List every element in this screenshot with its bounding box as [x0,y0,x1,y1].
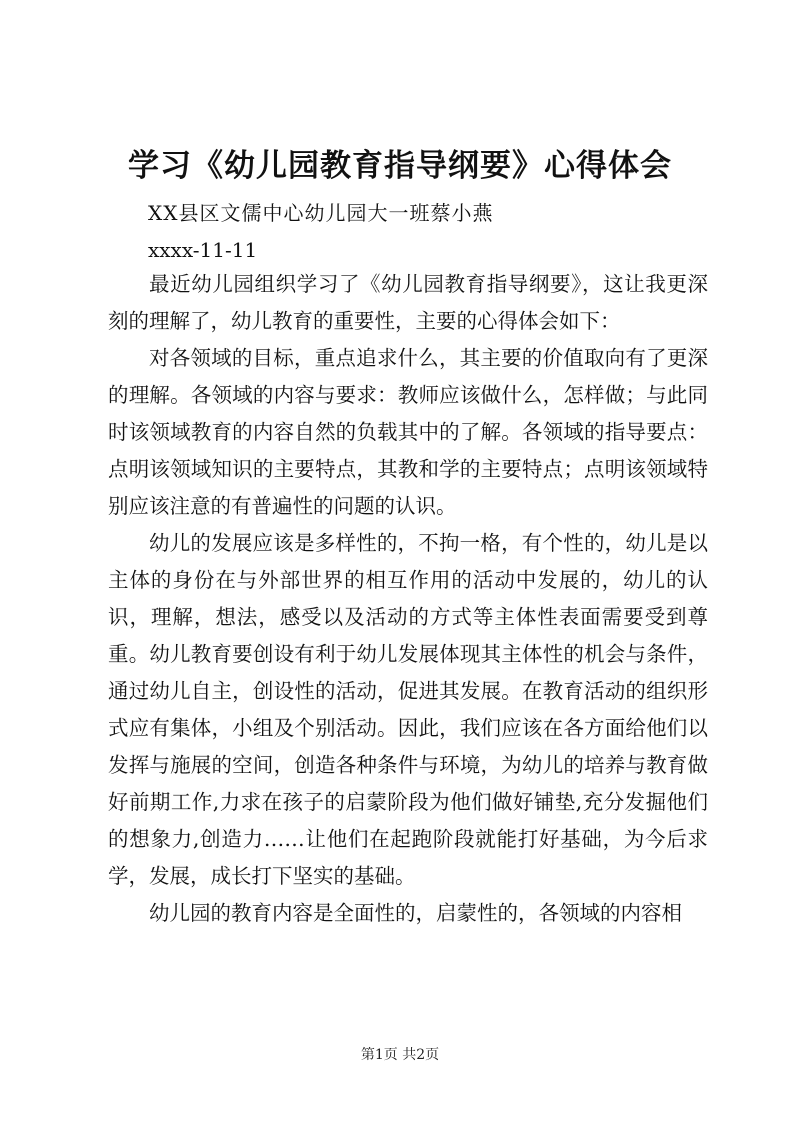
document-body [108,266,708,932]
paragraph-3: 幼儿的发展应该是多样性的，不拘一格，有个性的，幼儿是以主体的身份在与外部世界的相互作用的活动中发展的，幼儿的认识，理解，想法，感受以及活动的方式等主体性表面需要受到尊重。幼儿教育要创设有利于幼儿发展体现其主体性的机会与条件，通过幼儿自主，创设性的活动，促进其发展。在教育活动的组织形式应有集体，小组及个别活动。因此，我们应该在各方面给他们以发挥与施展的空间，创造各种条件与环境，为幼儿的培养与教育做好前期工作,力求在孩子的启蒙阶段为他们做好铺垫,充分发掘他们的想象力,创造力……让他们在起跑阶段就能打好基础，为今后求学，发展，成长打下坚实的基础。 [108,531,708,888]
document-date: xxxx-11-11 [148,238,258,262]
paragraph-1: 最近幼儿园组织学习了《幼儿园教育指导纲要》，这让我更深刻的理解了，幼儿教育的重要性，主要的心得体会如下： [108,272,708,333]
page-indicator: 第1页 共2页 [360,1047,440,1063]
paragraph-4: 幼儿园的教育内容是全面性的，启蒙性的，各领域的内容相 [149,901,682,925]
author-line: XX县区文儒中心幼儿园大一班蔡小燕 [148,201,494,225]
paragraph-2: 对各领域的目标，重点追求什么，其主要的价值取向有了更深的理解。各领域的内容与要求：教师应该做什么，怎样做；与此同时该领域教育的内容自然的负载其中的了解。各领域的指导要点：点明该领域知识的主要特点，其教和学的主要特点；点明该领域特别应该注意的有普遍性的问题的认识。 [108,346,708,518]
document-title: 学习《幼儿园教育指导纲要》心得体会 [128,148,672,184]
